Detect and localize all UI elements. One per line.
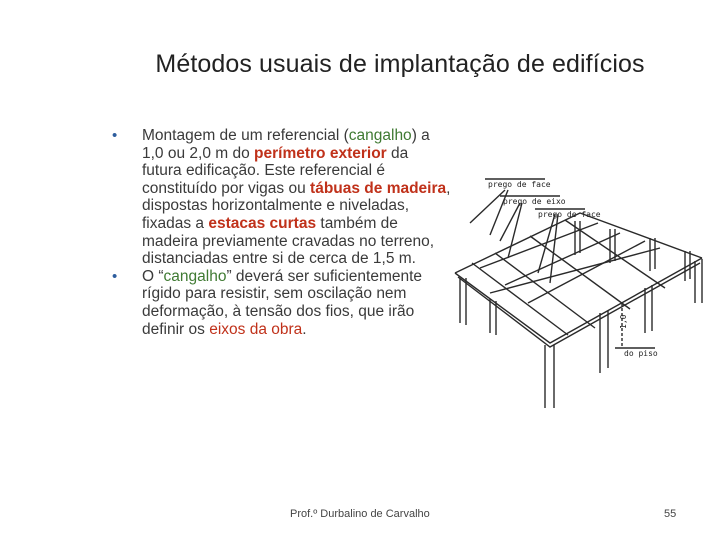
bullet1-text-9: também de madeira previamente cravadas no terreno, distanciadas entre si de cerca de 1,5 m. — [142, 214, 435, 268]
label-prego-face-2: prego de face — [538, 210, 601, 219]
bullet1-text-1: Montagem de um referencial ( — [142, 127, 349, 144]
bullet-item-2 — [112, 268, 452, 338]
bullet2-highlight-cangalho: cangalho — [163, 267, 227, 285]
slide-title: Métodos usuais de implantação de edifícios — [155, 50, 645, 78]
label-do-piso: do piso — [624, 349, 658, 358]
bullet-item-1 — [112, 127, 452, 268]
bullet1-highlight-cangalho: cangalho — [348, 127, 412, 144]
label-prego-face-1: prego de face — [488, 180, 551, 189]
bullet1-highlight-estacas: estacas curtas — [208, 214, 317, 232]
bullet-dot-icon: • — [112, 267, 118, 285]
bullet2-text-3: ” deverá ser suficientemente rígido para resistir, sem oscilação nem deformação, à tensão dos fios, que irão definir os — [142, 267, 423, 338]
label-altura: 1,0 — [619, 314, 628, 329]
bullet2-text-5: . — [302, 320, 307, 338]
footer-author: Prof.º Durbalino de Carvalho — [290, 508, 430, 520]
bullet1-text-5: da futura edificação. Este referencial é constituído por vigas ou — [142, 144, 409, 197]
bullet1-highlight-perimetro: perímetro exterior — [254, 144, 387, 162]
cangalho-diagram — [450, 163, 712, 418]
bullet1-text-3: ) a 1,0 ou 2,0 m do — [142, 127, 430, 162]
bullet-list — [112, 127, 452, 338]
bullet2-highlight-eixos: eixos da obra — [209, 320, 303, 338]
bullet-dot-icon: • — [112, 127, 118, 144]
page-number: 55 — [664, 508, 677, 520]
bullet2-text-1: O “ — [142, 267, 164, 285]
bullet1-text-7: , dispostas horizontalmente e niveladas, fixadas a — [142, 179, 451, 232]
bullet1-highlight-tabuas: tábuas de madeira — [310, 179, 447, 197]
label-prego-eixo: prego de eixo — [503, 197, 566, 206]
